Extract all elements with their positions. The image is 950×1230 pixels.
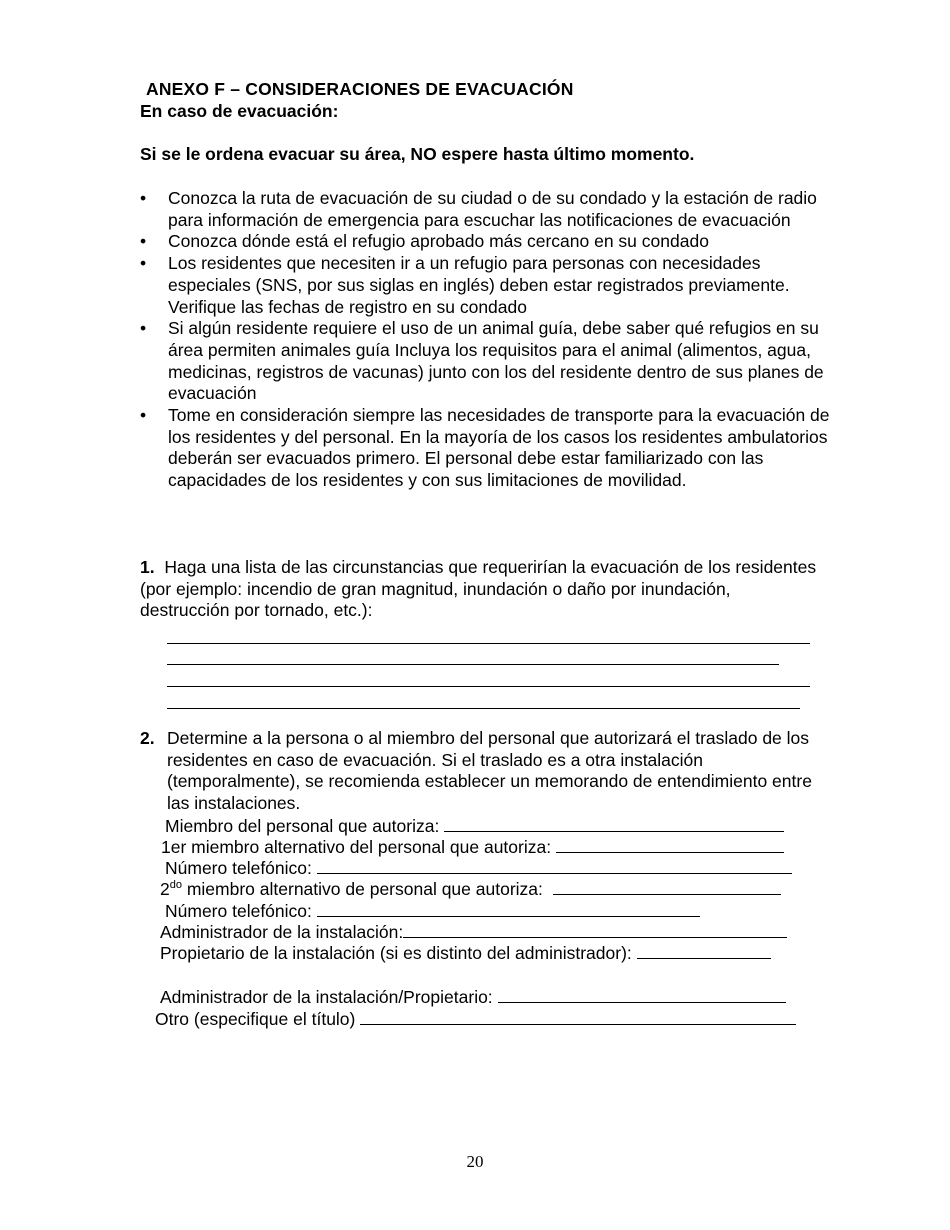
second-alternate-field <box>160 878 781 901</box>
phone-field-2 <box>165 900 700 923</box>
answer-line[interactable] <box>167 622 810 644</box>
question-1 <box>140 557 820 622</box>
evacuation-warning: Si se le ordena evacuar su área, NO espere hasta último momento. <box>140 144 695 164</box>
administrator-blank[interactable] <box>403 921 787 938</box>
phone-2-blank[interactable] <box>317 900 700 917</box>
list-item: • Si algún residente requiere el uso de un animal guía, debe saber qué refugios en su área permiten animales guía Incluya los requisitos para el animal (alimentos, agua, medicinas, registros de vacunas) junto con los del residente dentro de sus planes de evacuación <box>140 318 824 404</box>
question-number: 1. <box>140 557 155 577</box>
admin-owner-blank[interactable] <box>498 986 786 1003</box>
bullet-icon: • <box>140 405 147 426</box>
bullet-icon: • <box>140 253 147 274</box>
bullet-icon: • <box>140 231 147 252</box>
question-text: Haga una lista de las circunstancias que requerirían la evacuación de los residentes (por ejemplo: incendio de gran magnitud, inundación o daño por inundación, destrucción por tornado, etc.): <box>140 557 817 621</box>
field-label: 1er miembro alternativo del personal que autoriza: <box>161 837 552 857</box>
phone-field-1 <box>165 857 792 880</box>
field-label: Administrador de la instalación: <box>160 922 404 942</box>
phone-1-blank[interactable] <box>317 857 792 874</box>
superscript: do <box>169 879 182 892</box>
authorizing-staff-field <box>165 815 784 838</box>
field-label: Otro (especifique el título) <box>155 1009 356 1029</box>
field-label: Propietario de la instalación (si es distinto del administrador): <box>160 943 632 963</box>
field-label: Administrador de la instalación/Propietario: <box>160 987 493 1007</box>
owner-field <box>160 942 771 965</box>
second-alternate-blank[interactable] <box>553 878 781 895</box>
field-label: Miembro del personal que autoriza: <box>165 816 440 836</box>
first-alternate-blank[interactable] <box>556 836 784 853</box>
first-alternate-field <box>161 836 784 859</box>
field-label: Número telefónico: <box>165 901 312 921</box>
question-2 <box>140 728 830 815</box>
field-label: miembro alternativo de personal que autoriza: <box>181 879 543 899</box>
owner-blank[interactable] <box>637 942 771 959</box>
field-label: Número telefónico: <box>165 858 312 878</box>
field-label-prefix: 2 <box>160 879 170 899</box>
authorizing-staff-blank[interactable] <box>444 815 784 832</box>
page-title: ANEXO F – CONSIDERACIONES DE EVACUACIÓN <box>146 79 574 99</box>
answer-lines <box>167 622 810 709</box>
answer-line[interactable] <box>167 665 810 687</box>
other-title-blank[interactable] <box>360 1008 796 1025</box>
bullet-icon: • <box>140 318 147 339</box>
question-number: 2. <box>140 728 155 748</box>
administrator-field <box>160 921 787 944</box>
list-item: • Conozca dónde está el refugio aprobado más cercano en su condado <box>140 231 709 252</box>
evacuation-guidelines-list <box>140 188 830 492</box>
list-item: • Los residentes que necesiten ir a un refugio para personas con necesidades especiales (SNS, por sus siglas en inglés) deben estar registrados previamente. Verifique las fechas de registro en su condado <box>140 253 790 317</box>
admin-owner-field <box>160 986 786 1009</box>
other-title-field <box>155 1008 796 1031</box>
answer-line[interactable] <box>167 687 800 709</box>
section-subtitle: En caso de evacuación: <box>140 101 339 121</box>
page-number: 20 <box>466 1152 484 1171</box>
bullet-icon: • <box>140 188 147 208</box>
list-item: • Tome en consideración siempre las necesidades de transporte para la evacuación de los residentes y del personal. En la mayoría de los casos los residentes ambulatorios deberán ser evacuados primero. El personal debe estar familiarizado con las capacidades de los residentes y con sus limitaciones de movilidad. <box>140 405 830 491</box>
question-text: Determine a la persona o al miembro del personal que autorizará el traslado de los residentes en caso de evacuación. Si el traslado es a otra instalación (temporalmente), se recomienda establecer un memorando de entendimiento entre las instalaciones. <box>167 728 812 814</box>
answer-line[interactable] <box>167 644 779 666</box>
list-item: • Conozca la ruta de evacuación de su ciudad o de su condado y la estación de radio para información de emergencia para escuchar las notificaciones de evacuación <box>140 188 817 230</box>
